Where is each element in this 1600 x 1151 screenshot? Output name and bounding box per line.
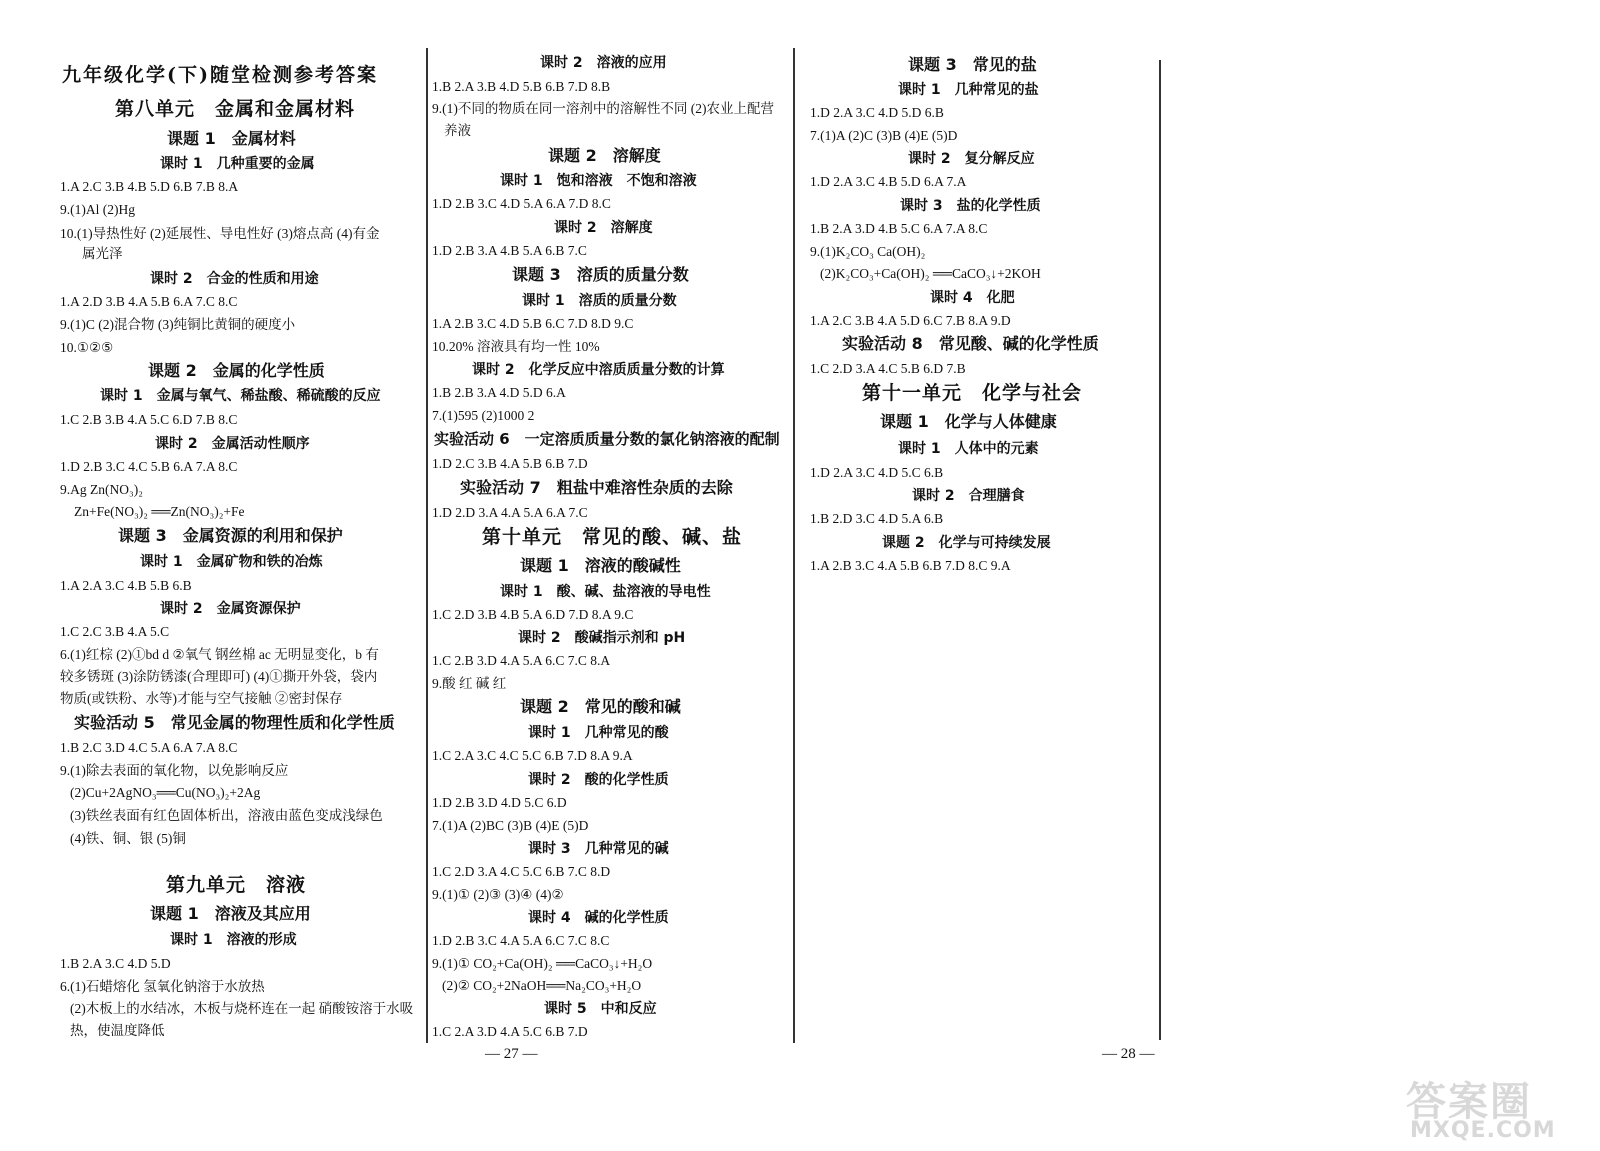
answer-line: 9.(1)① (2)③ (3)④ (4)② <box>432 887 564 902</box>
answer-line: 1.D 2.B 3.C 4.A 5.A 6.C 7.C 8.C <box>432 933 610 948</box>
activity-heading: 实验活动 8 常见酸、碱的化学性质 <box>842 334 1099 353</box>
answer-line: 1.D 2.A 3.C 4.D 5.D 6.B <box>810 105 944 120</box>
lesson-heading: 课时 2 酸碱指示剂和 pH <box>518 630 686 646</box>
answer-line: 1.D 2.B 3.A 4.B 5.A 6.B 7.C <box>432 243 587 258</box>
topic-heading: 课题 2 常见的酸和碱 <box>520 697 681 716</box>
answer-line: 1.D 2.B 3.C 4.C 5.B 6.A 7.A 8.C <box>60 459 238 474</box>
answer-line: 6.(1)石蜡熔化 氢氧化钠溶于水放热 <box>60 979 265 994</box>
activity-heading: 实验活动 5 常见金属的物理性质和化学性质 <box>74 713 395 732</box>
topic-heading: 课题 1 金属材料 <box>167 129 296 148</box>
unit-heading: 第十单元 常见的酸、碱、盐 <box>482 526 743 548</box>
lesson-heading: 课时 2 酸的化学性质 <box>528 772 669 788</box>
page-number-right: — 28 — <box>1102 1046 1155 1062</box>
column-divider <box>426 48 428 1043</box>
lesson-heading: 课题 2 化学与可持续发展 <box>882 535 1051 551</box>
answer-line: (4)铁、铜、银 (5)铜 <box>70 831 186 846</box>
answer-line: 7.(1)595 (2)1000 2 <box>432 408 535 423</box>
answer-line: (2)木板上的水结冰，木板与烧杯连在一起 硝酸铵溶于水吸 <box>70 1001 414 1016</box>
answer-line: 9.Ag Zn(NO₃)₂ <box>60 482 143 497</box>
lesson-heading: 课时 2 溶解度 <box>554 220 653 236</box>
answer-line: Zn+Fe(NO₃)₂ ══Zn(NO₃)₂+Fe <box>74 504 245 519</box>
answer-line: 10.20% 溶液具有均一性 10% <box>432 339 600 354</box>
topic-heading: 课题 3 常见的盐 <box>908 55 1037 74</box>
watermark-logo <box>1400 1070 1590 1145</box>
lesson-heading: 课时 1 几种常见的盐 <box>898 82 1039 98</box>
answer-line: 10.①②⑤ <box>60 340 114 355</box>
lesson-heading: 课时 1 金属与氧气、稀盐酸、稀硫酸的反应 <box>100 388 381 404</box>
answer-line: 1.A 2.A 3.C 4.B 5.B 6.B <box>60 578 192 593</box>
answer-line: 较多锈斑 (3)涂防锈漆(合理即可) (4)①撕开外袋，袋内 <box>60 669 378 684</box>
unit-heading: 第十一单元 化学与社会 <box>862 382 1083 404</box>
answer-line: 1.D 2.B 3.C 4.D 5.A 6.A 7.D 8.C <box>432 196 611 211</box>
answer-line: 1.D 2.D 3.A 4.A 5.A 6.A 7.C <box>432 505 588 520</box>
answer-line: 1.B 2.B 3.A 4.D 5.D 6.A <box>432 385 566 400</box>
answer-line: 1.A 2.D 3.B 4.A 5.B 6.A 7.C 8.C <box>60 294 238 309</box>
lesson-heading: 课时 5 中和反应 <box>544 1001 657 1017</box>
answer-line: 属光泽 <box>82 246 123 261</box>
answer-line: 1.A 2.B 3.C 4.D 5.B 6.C 7.D 8.D 9.C <box>432 316 634 331</box>
answer-line: 1.A 2.C 3.B 4.A 5.D 6.C 7.B 8.A 9.D <box>810 313 1011 328</box>
answer-line: 1.D 2.A 3.C 4.B 5.D 6.A 7.A <box>810 174 967 189</box>
page-number-left: — 27 — <box>485 1046 538 1062</box>
answer-line: 1.C 2.A 3.C 4.C 5.C 6.B 7.D 8.A 9.A <box>432 748 633 763</box>
answer-line: 1.C 2.B 3.D 4.A 5.A 6.C 7.C 8.A <box>432 653 611 668</box>
answer-line: 9.(1)不同的物质在同一溶剂中的溶解性不同 (2)农业上配营 <box>432 101 774 116</box>
activity-heading: 实验活动 6 一定溶质质量分数的氯化钠溶液的配制 <box>434 430 780 448</box>
answer-line: (2)Cu+2AgNO₃══Cu(NO₃)₂+2Ag <box>70 785 261 800</box>
lesson-heading: 课时 1 饱和溶液 不饱和溶液 <box>500 173 697 189</box>
topic-heading: 课题 3 溶质的质量分数 <box>512 265 689 284</box>
lesson-heading: 课时 2 金属活动性顺序 <box>155 436 310 452</box>
lesson-heading: 课时 2 合理膳食 <box>912 488 1025 504</box>
lesson-heading: 课时 1 几种常见的酸 <box>528 725 669 741</box>
answer-line: 1.C 2.D 3.B 4.B 5.A 6.D 7.D 8.A 9.C <box>432 607 634 622</box>
answer-line: 1.C 2.C 3.B 4.A 5.C <box>60 624 170 639</box>
lesson-heading: 课时 1 金属矿物和铁的冶炼 <box>140 554 323 570</box>
answer-line: 9.酸 红 碱 红 <box>432 676 507 691</box>
page-title: 九年级化学(下)随堂检测参考答案 <box>62 64 378 86</box>
activity-heading: 实验活动 7 粗盐中难溶性杂质的去除 <box>460 478 733 497</box>
answer-line: 1.D 2.C 3.B 4.A 5.B 6.B 7.D <box>432 456 588 471</box>
answer-line: 7.(1)A (2)C (3)B (4)E (5)D <box>810 128 958 143</box>
answer-line: 6.(1)红棕 (2)①bd d ②氧气 钢丝棉 ac 无明显变化，b 有 <box>60 647 379 662</box>
answer-line: 1.B 2.A 3.C 4.D 5.D <box>60 956 171 971</box>
lesson-heading: 课时 2 合金的性质和用途 <box>150 271 319 287</box>
answer-line: 物质(或铁粉、水等)才能与空气接触 ②密封保存 <box>60 691 343 706</box>
answer-line: 9.(1)① CO₂+Ca(OH)₂ ══CaCO₃↓+H₂O <box>432 956 653 971</box>
lesson-heading: 课时 2 金属资源保护 <box>160 601 301 617</box>
watermark-brand: 答案圈 <box>1406 1079 1532 1125</box>
answer-line: 9.(1)K₂CO₃ Ca(OH)₂ <box>810 244 926 259</box>
answer-line: (2)② CO₂+2NaOH══Na₂CO₃+H₂O <box>442 978 642 993</box>
answer-line: 9.(1)C (2)混合物 (3)纯铜比黄铜的硬度小 <box>60 317 296 332</box>
answer-line: 9.(1)Al (2)Hg <box>60 202 135 217</box>
answer-line: 1.B 2.D 3.C 4.D 5.A 6.B <box>810 511 944 526</box>
lesson-heading: 课时 2 复分解反应 <box>908 151 1035 167</box>
lesson-heading: 课时 1 几种重要的金属 <box>160 156 315 172</box>
answer-line: 7.(1)A (2)BC (3)B (4)E (5)D <box>432 818 589 833</box>
topic-heading: 课题 1 溶液及其应用 <box>150 904 311 923</box>
lesson-heading: 课时 1 溶质的质量分数 <box>522 293 677 309</box>
answer-line: 1.B 2.A 3.D 4.B 5.C 6.A 7.A 8.C <box>810 221 988 236</box>
topic-heading: 课题 3 金属资源的利用和保护 <box>118 526 343 545</box>
answer-line: 1.C 2.B 3.B 4.A 5.C 6.D 7.B 8.C <box>60 412 238 427</box>
lesson-heading: 课时 4 碱的化学性质 <box>528 910 669 926</box>
lesson-heading: 课时 1 溶液的形成 <box>170 932 297 948</box>
watermark-site: MXQE.COM <box>1410 1118 1556 1143</box>
lesson-heading: 课时 2 溶液的应用 <box>540 55 667 71</box>
lesson-heading: 课时 3 几种常见的碱 <box>528 841 669 857</box>
lesson-heading: 课时 4 化肥 <box>930 290 1015 306</box>
topic-heading: 课题 1 化学与人体健康 <box>880 412 1057 431</box>
lesson-heading: 课时 3 盐的化学性质 <box>900 198 1041 214</box>
topic-heading: 课题 2 溶解度 <box>548 146 661 165</box>
answer-line: 10.(1)导热性好 (2)延展性、导电性好 (3)熔点高 (4)有金 <box>60 226 380 241</box>
lesson-heading: 课时 2 化学反应中溶质质量分数的计算 <box>472 362 725 378</box>
topic-heading: 课题 1 溶液的酸碱性 <box>520 556 681 575</box>
column-divider <box>793 48 795 1043</box>
answer-line: 1.C 2.D 3.A 4.C 5.C 6.B 7.C 8.D <box>432 864 611 879</box>
answer-line: 1.D 2.A 3.C 4.D 5.C 6.B <box>810 465 944 480</box>
answer-line: 9.(1)除去表面的氧化物，以免影响反应 <box>60 763 289 778</box>
answer-line: 热，使温度降低 <box>70 1023 165 1038</box>
answer-line: 1.B 2.C 3.D 4.C 5.A 6.A 7.A 8.C <box>60 740 238 755</box>
unit-heading: 第九单元 溶液 <box>166 874 307 896</box>
lesson-heading: 课时 1 酸、碱、盐溶液的导电性 <box>500 584 711 600</box>
answer-line: 1.B 2.A 3.B 4.D 5.B 6.B 7.D 8.B <box>432 79 611 94</box>
column-divider <box>1159 60 1161 1040</box>
answer-line: 养液 <box>444 123 471 138</box>
lesson-heading: 课时 1 人体中的元素 <box>898 441 1039 457</box>
answer-line: 1.A 2.C 3.B 4.B 5.D 6.B 7.B 8.A <box>60 179 239 194</box>
answer-line: 1.C 2.D 3.A 4.C 5.B 6.D 7.B <box>810 361 966 376</box>
topic-heading: 课题 2 金属的化学性质 <box>148 361 325 380</box>
answer-line: 1.A 2.B 3.C 4.A 5.B 6.B 7.D 8.C 9.A <box>810 558 1011 573</box>
answer-line: (2)K₂CO₃+Ca(OH)₂ ══CaCO₃↓+2KOH <box>820 266 1041 281</box>
answer-line: 1.D 2.B 3.D 4.D 5.C 6.D <box>432 795 567 810</box>
answer-line: 1.C 2.A 3.D 4.A 5.C 6.B 7.D <box>432 1024 588 1039</box>
unit-heading: 第八单元 金属和金属材料 <box>115 98 356 120</box>
answer-line: (3)铁丝表面有红色固体析出，溶液由蓝色变成浅绿色 <box>70 808 383 823</box>
